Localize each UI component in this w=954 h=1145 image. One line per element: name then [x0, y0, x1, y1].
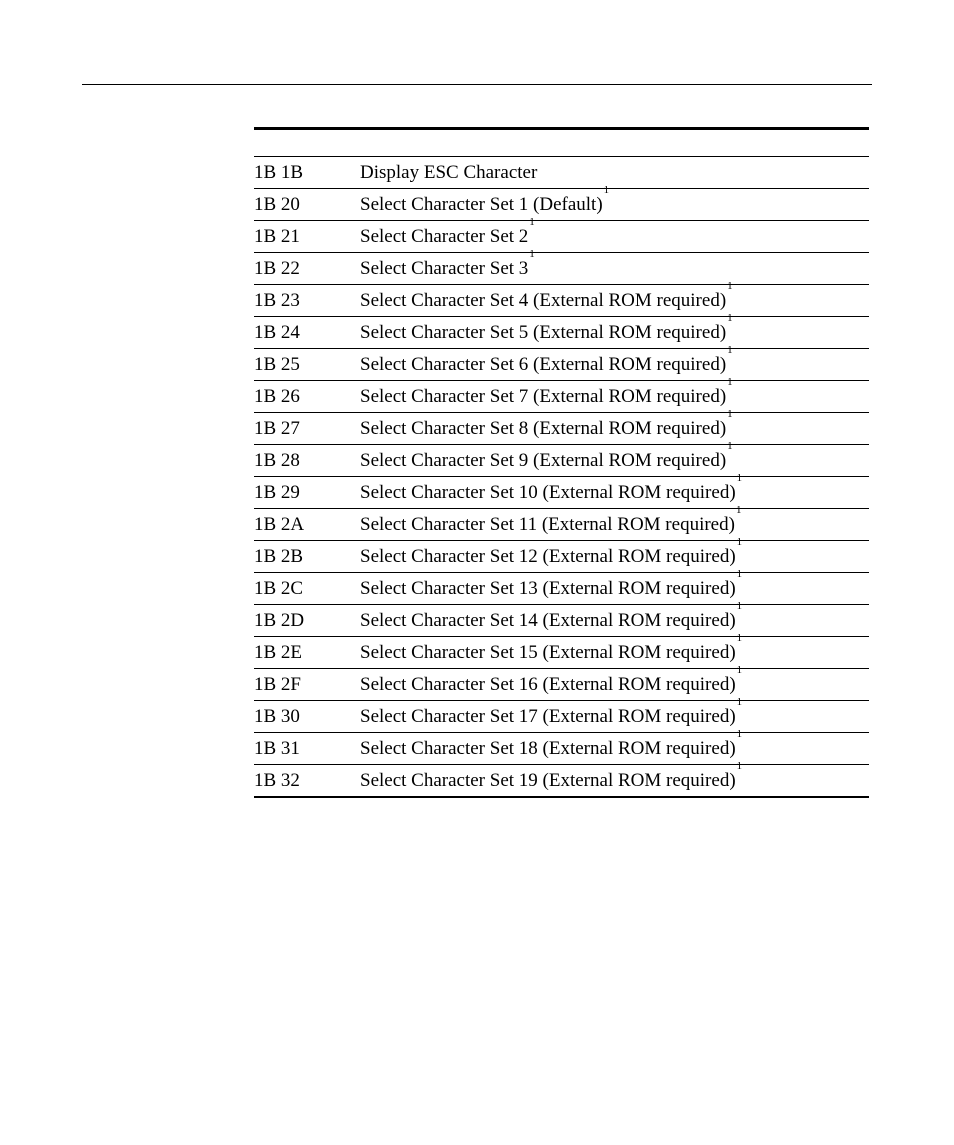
escape-code: 1B 2D [254, 610, 305, 631]
code-description [360, 632, 743, 668]
code-description [360, 504, 742, 540]
description-text: Select Character Set 13 (External ROM required) [360, 578, 736, 599]
escape-code: 1B 31 [254, 738, 300, 759]
footnote-marker: 1 [736, 600, 743, 612]
footnote-marker: 1 [727, 312, 733, 324]
footnote-marker: 1 [529, 248, 535, 260]
code-description [360, 600, 743, 636]
description-text: Select Character Set 10 (External ROM required) [360, 482, 736, 503]
code-description [360, 280, 733, 316]
footnote-marker: 1 [736, 536, 743, 548]
table-row [254, 760, 869, 798]
footnote-marker: 1 [736, 664, 743, 676]
table-row [254, 248, 869, 285]
code-description [360, 568, 743, 604]
escape-code: 1B 23 [254, 290, 300, 311]
escape-code: 1B 26 [254, 386, 300, 407]
table-row [254, 600, 869, 637]
description-text: Select Character Set 17 (External ROM required) [360, 706, 736, 727]
footnote-marker: 1 [603, 184, 610, 196]
code-description [360, 472, 743, 508]
escape-code: 1B 25 [254, 354, 300, 375]
code-description [360, 760, 743, 796]
code-description [360, 440, 733, 476]
footnote-marker: 1 [727, 344, 733, 356]
escape-code: 1B 29 [254, 482, 300, 503]
description-text: Select Character Set 5 (External ROM required) [360, 322, 727, 343]
code-description [360, 216, 535, 252]
code-description [360, 664, 743, 700]
description-text: Select Character Set 9 (External ROM required) [360, 450, 727, 471]
table-row [254, 504, 869, 541]
description-text: Select Character Set 7 (External ROM required) [360, 386, 727, 407]
description-text: Display ESC Character [360, 162, 538, 183]
page-header-rule [82, 84, 872, 85]
table-row [254, 536, 869, 573]
escape-code: 1B 1B [254, 162, 304, 183]
description-text: Select Character Set 18 (External ROM required) [360, 738, 736, 759]
description-text: Select Character Set 12 (External ROM required) [360, 546, 736, 567]
escape-code: 1B 2C [254, 578, 304, 599]
description-text: Select Character Set 8 (External ROM required) [360, 418, 727, 439]
table-header [254, 130, 869, 157]
footnote-marker: 1 [727, 280, 733, 292]
table-row [254, 664, 869, 701]
description-text: Select Character Set 1 (Default) [360, 194, 603, 215]
table-row [254, 728, 869, 765]
escape-code: 1B 2F [254, 674, 301, 695]
table-row [254, 568, 869, 605]
table-row [254, 280, 869, 317]
footnote-marker: 1 [736, 568, 743, 580]
table-row [254, 696, 869, 733]
code-description [360, 184, 610, 220]
escape-code: 1B 2E [254, 642, 303, 663]
table-body [254, 157, 869, 798]
escape-code: 1B 2A [254, 514, 305, 535]
footnote-marker: 1 [735, 504, 742, 516]
escape-code: 1B 30 [254, 706, 300, 727]
description-text: Select Character Set 4 (External ROM required) [360, 290, 727, 311]
table-row [254, 184, 869, 221]
description-text: Select Character Set 15 (External ROM required) [360, 642, 736, 663]
escape-code: 1B 22 [254, 258, 300, 279]
table-row [254, 376, 869, 413]
description-text: Select Character Set 14 (External ROM required) [360, 610, 736, 631]
footnote-marker: 1 [727, 440, 733, 452]
description-text: Select Character Set 11 (External ROM required) [360, 514, 735, 535]
escape-code: 1B 24 [254, 322, 300, 343]
escape-code: 1B 20 [254, 194, 300, 215]
table-row [254, 472, 869, 509]
footnote-marker: 1 [727, 376, 733, 388]
footnote-marker: 1 [736, 472, 743, 484]
escape-code: 1B 2B [254, 546, 304, 567]
footnote-marker: 1 [736, 728, 743, 740]
code-description [360, 157, 537, 188]
description-text: Select Character Set 16 (External ROM required) [360, 674, 736, 695]
code-description [360, 376, 733, 412]
footnote-marker: 1 [727, 408, 733, 420]
table-row [254, 344, 869, 381]
table-row [254, 440, 869, 477]
footnote-marker: 1 [529, 216, 535, 228]
table-row [254, 408, 869, 445]
code-description [360, 312, 733, 348]
escape-code: 1B 21 [254, 226, 300, 247]
description-text: Select Character Set 2 [360, 226, 529, 247]
escape-code: 1B 32 [254, 770, 300, 791]
escape-code: 1B 28 [254, 450, 300, 471]
escape-code-table [254, 127, 869, 798]
footnote-marker: 1 [736, 632, 743, 644]
code-description [360, 696, 743, 732]
description-text: Select Character Set 3 [360, 258, 529, 279]
table-row [254, 216, 869, 253]
description-text: Select Character Set 6 (External ROM required) [360, 354, 727, 375]
escape-code: 1B 27 [254, 418, 300, 439]
table-row [254, 632, 869, 669]
description-text: Select Character Set 19 (External ROM required) [360, 770, 736, 791]
code-description [360, 536, 743, 572]
table-row [254, 157, 869, 189]
footnote-marker: 1 [736, 696, 743, 708]
code-description [360, 728, 743, 764]
code-description [360, 248, 535, 284]
code-description [360, 408, 733, 444]
table-row [254, 312, 869, 349]
code-description [360, 344, 733, 380]
footnote-marker: 1 [736, 760, 743, 772]
